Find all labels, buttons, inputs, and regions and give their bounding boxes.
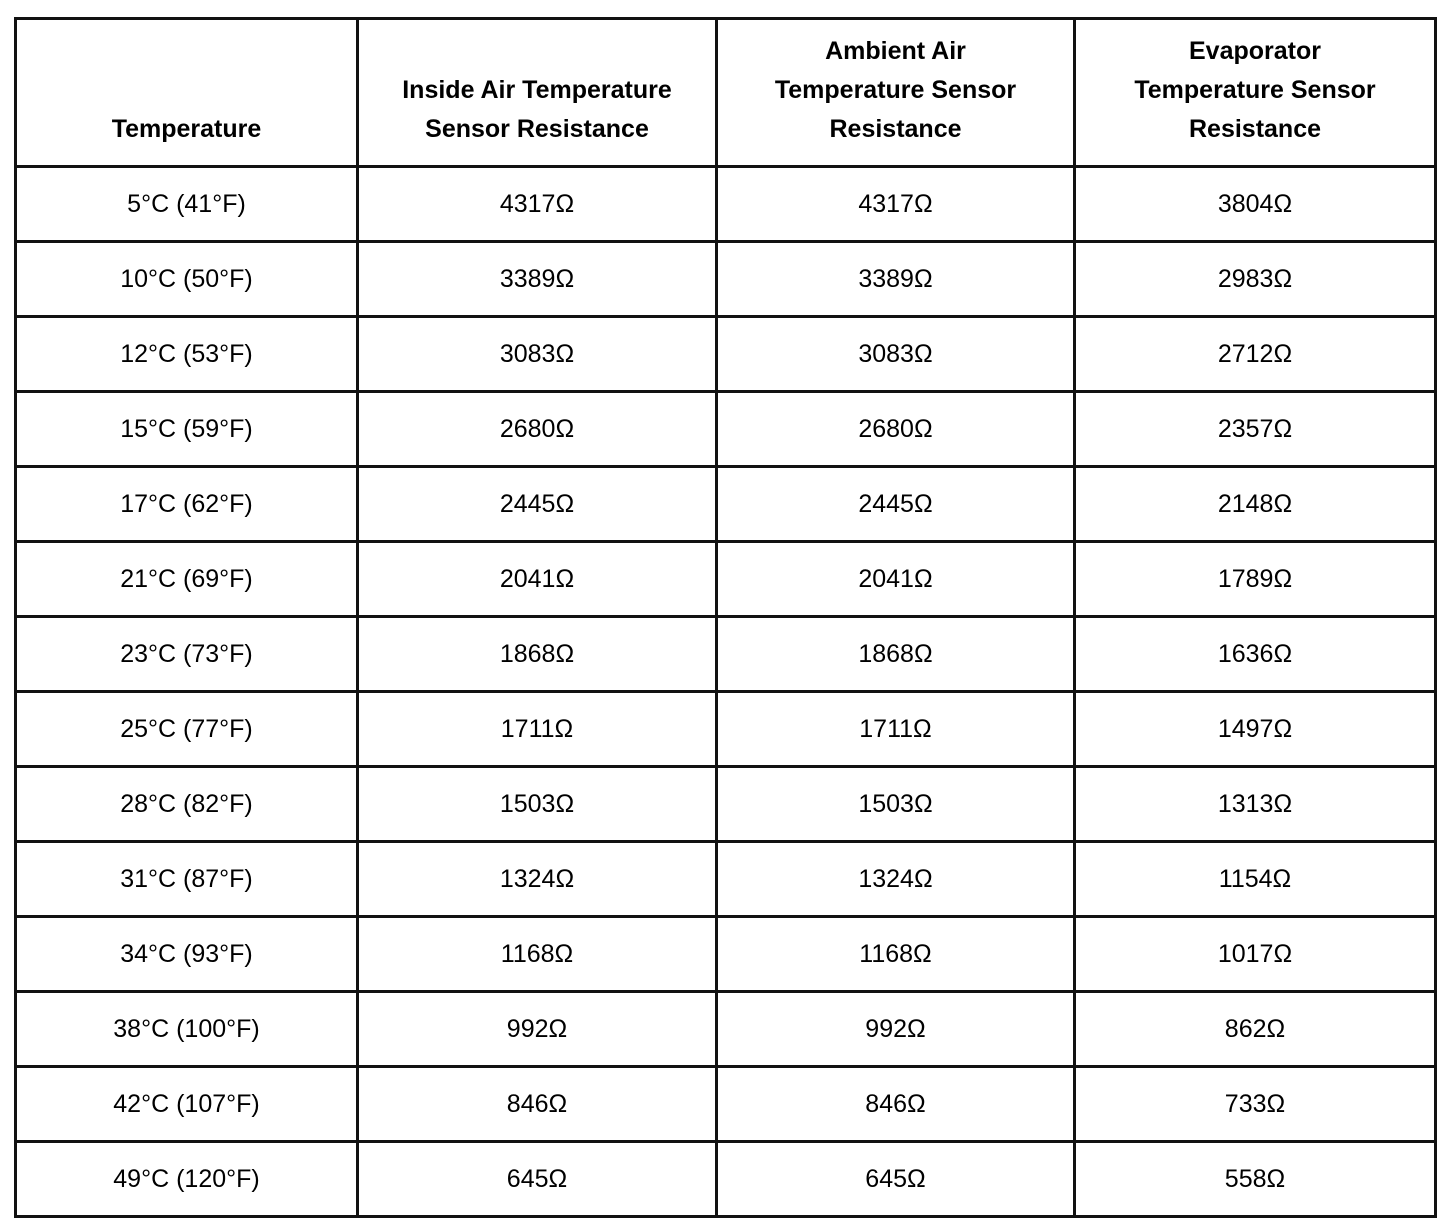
- table-row: [16, 542, 1436, 617]
- header-line: Temperature Sensor: [1134, 76, 1376, 104]
- table-row: [16, 392, 1436, 467]
- evaporator-resistance-cell: 733Ω: [1075, 1067, 1436, 1142]
- inside-air-resistance-cell: 3389Ω: [358, 242, 717, 317]
- temperature-cell: 38°C (100°F): [16, 992, 358, 1067]
- table-row: [16, 317, 1436, 392]
- ambient-air-resistance-cell: 3083Ω: [717, 317, 1075, 392]
- temperature-cell: 5°C (41°F): [16, 167, 358, 242]
- inside-air-resistance-cell: 1168Ω: [358, 917, 717, 992]
- evaporator-resistance-cell: 558Ω: [1075, 1142, 1436, 1217]
- ambient-air-resistance-cell: 1503Ω: [717, 767, 1075, 842]
- inside-air-resistance-cell: 4317Ω: [358, 167, 717, 242]
- header-line: Ambient Air: [825, 37, 966, 65]
- temperature-cell: 15°C (59°F): [16, 392, 358, 467]
- inside-air-resistance-cell: 2041Ω: [358, 542, 717, 617]
- table-row: [16, 992, 1436, 1067]
- header-line: Sensor Resistance: [425, 115, 649, 143]
- temperature-cell: 21°C (69°F): [16, 542, 358, 617]
- evaporator-resistance-cell: 2357Ω: [1075, 392, 1436, 467]
- evaporator-resistance-cell: 3804Ω: [1075, 167, 1436, 242]
- evaporator-resistance-cell: 1497Ω: [1075, 692, 1436, 767]
- ambient-air-resistance-cell: 992Ω: [717, 992, 1075, 1067]
- temperature-cell: 10°C (50°F): [16, 242, 358, 317]
- header-inside-air-sensor: [358, 19, 717, 167]
- evaporator-resistance-cell: 1313Ω: [1075, 767, 1436, 842]
- temperature-cell: 42°C (107°F): [16, 1067, 358, 1142]
- ambient-air-resistance-cell: 846Ω: [717, 1067, 1075, 1142]
- inside-air-resistance-cell: 1711Ω: [358, 692, 717, 767]
- inside-air-resistance-cell: 2445Ω: [358, 467, 717, 542]
- header-line: Evaporator: [1189, 37, 1321, 65]
- header-line: Temperature: [111, 115, 262, 143]
- temperature-cell: 28°C (82°F): [16, 767, 358, 842]
- ambient-air-resistance-cell: 2680Ω: [717, 392, 1075, 467]
- inside-air-resistance-cell: 3083Ω: [358, 317, 717, 392]
- table-row: [16, 467, 1436, 542]
- evaporator-resistance-cell: 1017Ω: [1075, 917, 1436, 992]
- header-row: [16, 19, 1436, 167]
- sensor-resistance-table-container: [14, 17, 1434, 1218]
- temperature-cell: 31°C (87°F): [16, 842, 358, 917]
- table-row: [16, 767, 1436, 842]
- header-evaporator-sensor: [1075, 19, 1436, 167]
- table-row: [16, 692, 1436, 767]
- header-line: Resistance: [829, 115, 962, 143]
- ambient-air-resistance-cell: 1711Ω: [717, 692, 1075, 767]
- header-line: Inside Air Temperature: [402, 76, 672, 104]
- ambient-air-resistance-cell: 1868Ω: [717, 617, 1075, 692]
- inside-air-resistance-cell: 1868Ω: [358, 617, 717, 692]
- header-line: Temperature Sensor: [774, 76, 1017, 104]
- table-header: [16, 19, 1436, 167]
- inside-air-resistance-cell: 846Ω: [358, 1067, 717, 1142]
- inside-air-resistance-cell: 2680Ω: [358, 392, 717, 467]
- inside-air-resistance-cell: 645Ω: [358, 1142, 717, 1217]
- table-body: [16, 167, 1436, 1217]
- table-row: [16, 617, 1436, 692]
- temperature-cell: 49°C (120°F): [16, 1142, 358, 1217]
- temperature-cell: 12°C (53°F): [16, 317, 358, 392]
- evaporator-resistance-cell: 2148Ω: [1075, 467, 1436, 542]
- table-row: [16, 917, 1436, 992]
- table-row: [16, 167, 1436, 242]
- table-row: [16, 1067, 1436, 1142]
- ambient-air-resistance-cell: 2445Ω: [717, 467, 1075, 542]
- sensor-resistance-table: [14, 17, 1437, 1218]
- header-temperature: [16, 19, 358, 167]
- evaporator-resistance-cell: 1636Ω: [1075, 617, 1436, 692]
- temperature-cell: 34°C (93°F): [16, 917, 358, 992]
- table-row: [16, 1142, 1436, 1217]
- evaporator-resistance-cell: 2712Ω: [1075, 317, 1436, 392]
- table-row: [16, 242, 1436, 317]
- inside-air-resistance-cell: 992Ω: [358, 992, 717, 1067]
- temperature-cell: 17°C (62°F): [16, 467, 358, 542]
- evaporator-resistance-cell: 2983Ω: [1075, 242, 1436, 317]
- inside-air-resistance-cell: 1324Ω: [358, 842, 717, 917]
- evaporator-resistance-cell: 1154Ω: [1075, 842, 1436, 917]
- inside-air-resistance-cell: 1503Ω: [358, 767, 717, 842]
- ambient-air-resistance-cell: 1168Ω: [717, 917, 1075, 992]
- ambient-air-resistance-cell: 4317Ω: [717, 167, 1075, 242]
- temperature-cell: 23°C (73°F): [16, 617, 358, 692]
- ambient-air-resistance-cell: 645Ω: [717, 1142, 1075, 1217]
- evaporator-resistance-cell: 862Ω: [1075, 992, 1436, 1067]
- ambient-air-resistance-cell: 3389Ω: [717, 242, 1075, 317]
- ambient-air-resistance-cell: 2041Ω: [717, 542, 1075, 617]
- temperature-cell: 25°C (77°F): [16, 692, 358, 767]
- header-line: Resistance: [1188, 115, 1322, 143]
- header-ambient-air-sensor: [717, 19, 1075, 167]
- ambient-air-resistance-cell: 1324Ω: [717, 842, 1075, 917]
- table-row: [16, 842, 1436, 917]
- evaporator-resistance-cell: 1789Ω: [1075, 542, 1436, 617]
